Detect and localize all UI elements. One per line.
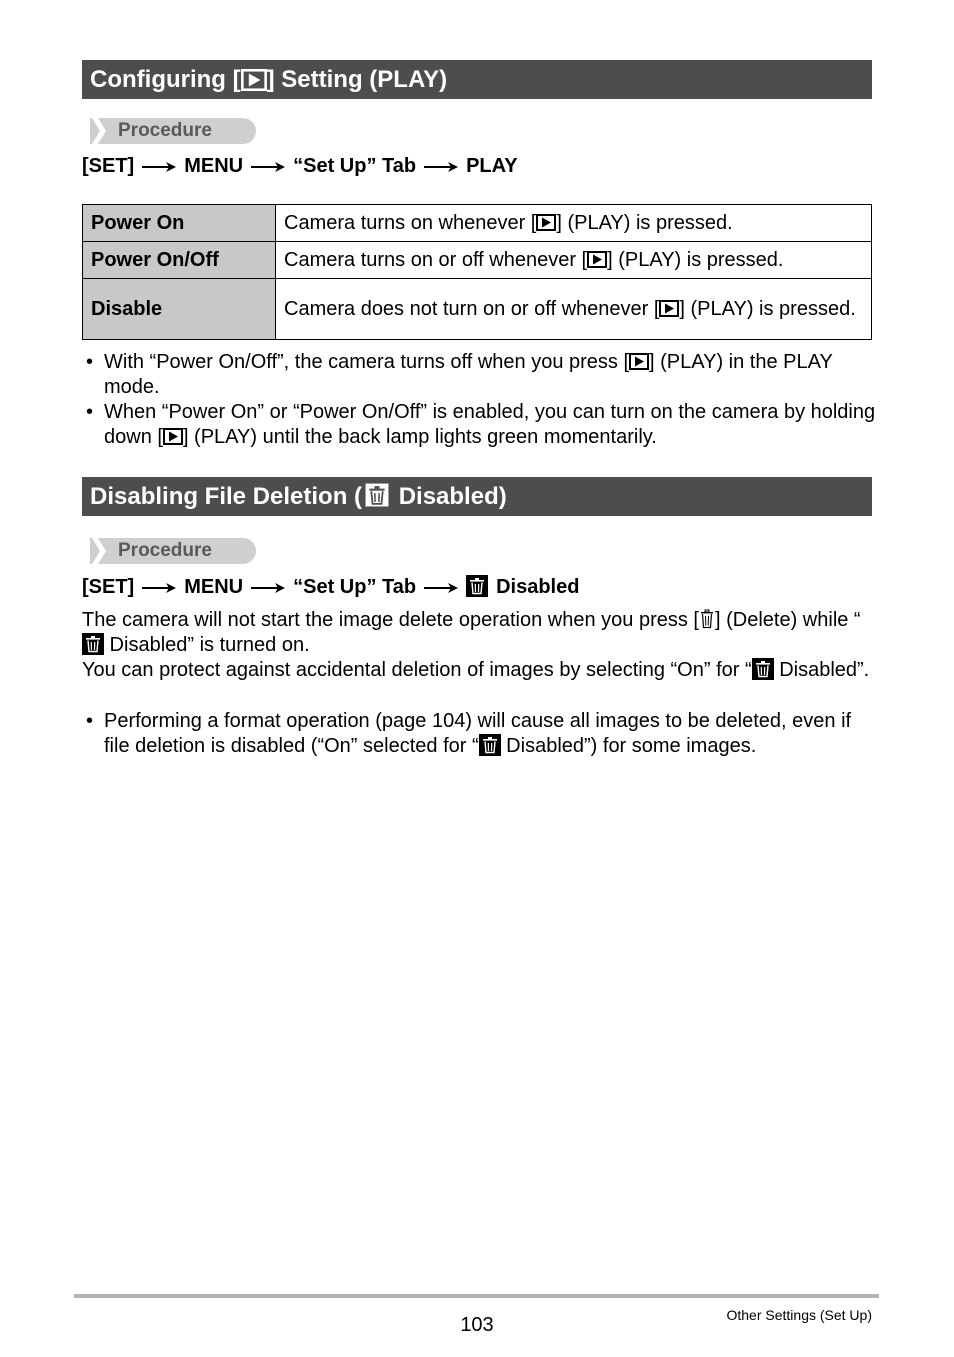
body-text: You can protect against accidental deletion of images by selecting “On” for “ xyxy=(82,659,752,681)
procedure-badge xyxy=(82,118,256,144)
delete-description xyxy=(82,608,882,683)
list-item: • When “Power On” or “Power On/Off” is enabled, you can turn on the camera by holding down [ ] (PLAY) until the back lamp lights green momentarily. xyxy=(86,401,876,448)
path-step: MENU xyxy=(184,155,244,177)
body-text: Disabled”. xyxy=(773,659,870,681)
path-step: “Set Up” Tab xyxy=(293,155,417,177)
description-text: Camera does not turn on or off whenever [ xyxy=(284,297,660,320)
description-text: Camera turns on whenever [ xyxy=(284,211,537,234)
footer-divider xyxy=(74,1294,879,1298)
play-button-icon xyxy=(536,214,556,231)
setting-description xyxy=(276,279,872,340)
notes-list xyxy=(82,350,882,450)
description-text: ] (PLAY) is pressed. xyxy=(556,211,733,234)
play-button-icon xyxy=(163,428,183,445)
note-text: When “Power On” or “Power On/Off” is enabled, you can turn on the camera by holding down [ xyxy=(104,401,876,448)
note-text: Performing a format operation (page 104) will cause all images to be deleted, even if file deletion is disabled (“On” selected for “ xyxy=(104,710,852,757)
note-text: ] (PLAY) in the PLAY mode. xyxy=(104,351,833,398)
setting-name: Power On/Off xyxy=(83,242,276,279)
trash-icon xyxy=(699,609,715,629)
body-text: ] (Delete) while “ xyxy=(715,609,861,631)
list-item: • Performing a format operation (page 104) will cause all images to be deleted, even if file deletion is disabled (“On” selected for “ Disabled”) for some images. xyxy=(86,710,852,757)
body-text: The camera will not start the image delete operation when you press [ xyxy=(82,609,699,631)
note-text: Disabled”) for some images. xyxy=(500,735,757,757)
trash-icon xyxy=(82,633,104,655)
play-button-icon xyxy=(659,300,679,317)
table-row xyxy=(83,242,872,279)
section-title-suffix: Disabled) xyxy=(392,483,507,510)
path-step: [SET] xyxy=(82,576,135,598)
play-button-icon xyxy=(629,353,649,370)
setting-name: Power On xyxy=(83,205,276,242)
menu-path xyxy=(82,153,518,179)
description-text: ] (PLAY) is pressed. xyxy=(679,297,856,320)
list-item: • With “Power On/Off”, the camera turns off when you press [ ] (PLAY) in the PLAY mode. xyxy=(86,351,833,398)
description-text: ] (PLAY) is pressed. xyxy=(607,248,784,271)
arrow-right-icon xyxy=(424,161,458,173)
procedure-label: Procedure xyxy=(118,120,212,141)
path-step: “Set Up” Tab xyxy=(293,576,417,598)
table-row xyxy=(83,205,872,242)
arrow-right-icon xyxy=(424,582,458,594)
play-button-icon xyxy=(241,69,267,91)
arrow-right-icon xyxy=(251,161,285,173)
note-text: With “Power On/Off”, the camera turns off when you press [ xyxy=(104,351,630,373)
setting-description xyxy=(276,242,872,279)
trash-icon xyxy=(362,481,392,509)
procedure-badge xyxy=(82,538,256,564)
body-text: Disabled” is turned on. xyxy=(104,634,310,656)
note-text: ] (PLAY) until the back lamp lights green momentarily. xyxy=(182,426,657,448)
section-title-prefix: Disabling File Deletion ( xyxy=(90,483,363,510)
arrow-right-icon xyxy=(142,161,176,173)
notes-list xyxy=(82,709,882,759)
footer-section-label: Other Settings (Set Up) xyxy=(726,1307,872,1323)
page-number: 103 xyxy=(460,1314,494,1336)
trash-icon xyxy=(752,658,774,680)
description-text: Camera turns on or off whenever [ xyxy=(284,248,588,271)
section-title-prefix: Configuring [ xyxy=(90,66,241,93)
chevron-right-icon xyxy=(82,538,106,564)
trash-icon xyxy=(479,734,501,756)
arrow-right-icon xyxy=(251,582,285,594)
play-button-icon xyxy=(587,251,607,268)
menu-path xyxy=(82,574,579,600)
path-step: Disabled xyxy=(496,576,580,598)
settings-table xyxy=(82,204,872,340)
setting-description xyxy=(276,205,872,242)
setting-name: Disable xyxy=(83,279,276,340)
path-step: PLAY xyxy=(466,155,518,177)
chevron-right-icon xyxy=(82,118,106,144)
arrow-right-icon xyxy=(142,582,176,594)
path-step: [SET] xyxy=(82,155,135,177)
procedure-label: Procedure xyxy=(118,540,212,561)
section-title-suffix: ] Setting (PLAY) xyxy=(266,66,448,93)
table-row xyxy=(83,279,872,340)
path-step: MENU xyxy=(184,576,244,598)
section-title-play xyxy=(82,60,872,99)
section-title-delete xyxy=(82,477,872,516)
trash-icon xyxy=(466,575,488,597)
